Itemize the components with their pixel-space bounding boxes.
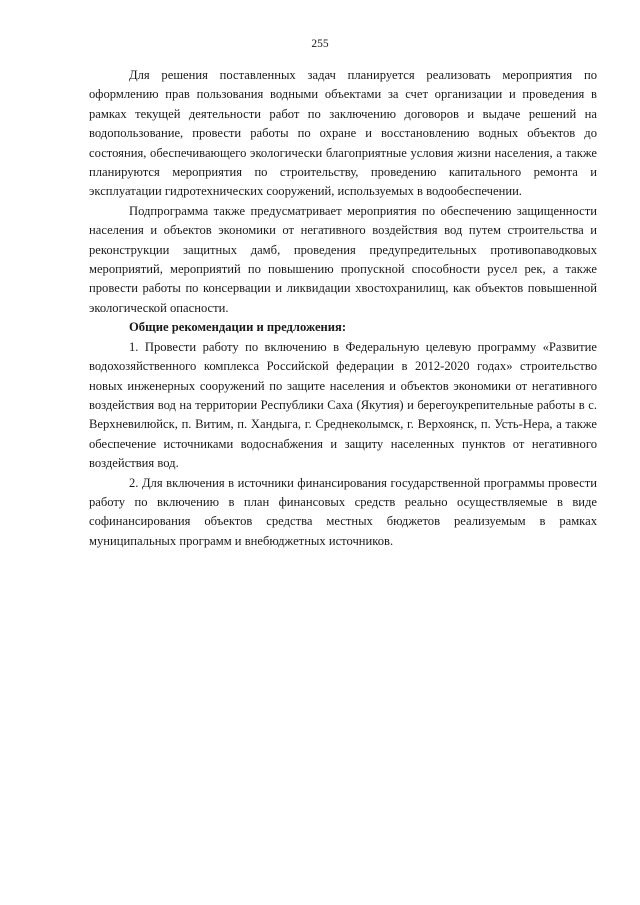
page-number: 255 (311, 38, 329, 50)
recommendations-heading: Общие рекомендации и предложения: (129, 320, 347, 335)
paragraph-water-use-rights: Для решения поставленных задач планируется реализовать мероприятия по оформлению прав пользования водными объектами за счет организации и проведения в рамках текущей деятельности работ по заключению договоров и выдаче решений на водопользование, провести работы по охране и восстановлению водных объектов до состояния, обеспечивающего экологически благоприятные условия жизни населения, а также планируются мероприятия по строительству, проведению капитального ремонта и эксплуатации гидротехнических сооружений, используемых в водообеспечении. (89, 68, 597, 199)
document-body (89, 66, 597, 551)
paragraph-subprogram-protection: Подпрограмма также предусматривает мероприятия по обеспечению защищенности населения и объектов экономики от негативного воздействия вод путем строительства и реконструкции защитных дамб, проведения предупредительных противопаводковых мероприятий, мероприятий по повышению пропускной способности русел рек, а также провести работы по консервации и ликвидации хвостохранилищ, как объектов повышенной экологической опасности. (89, 203, 597, 315)
recommendation-item-1: 1. Провести работу по включению в Федеральную целевую программу «Развитие водохозяйственного комплекса Российской федерации в 2012-2020 годах» строительство новых инженерных сооружений по защите населения и объектов экономики от негативного воздействия вод на территории Республики Саха (Якутия) и берегоукрепительные работы в с. Верхневилюйск, п. Витим, п. Хандыга, г. Среднеколымск, г. Верхоянск, п. Усть-Нера, а также обеспечение источниками водоснабжения и защиту населенных пунктов от негативного воздействия вод. (89, 339, 597, 471)
recommendation-item-2: 2. Для включения в источники финансирования государственной программы провести работу по включению в план финансовых средств реально осуществляемые в виде софинансирования объектов средства местных бюджетов реализуемым в рамках муниципальных программ и внебюджетных источников. (89, 475, 597, 548)
